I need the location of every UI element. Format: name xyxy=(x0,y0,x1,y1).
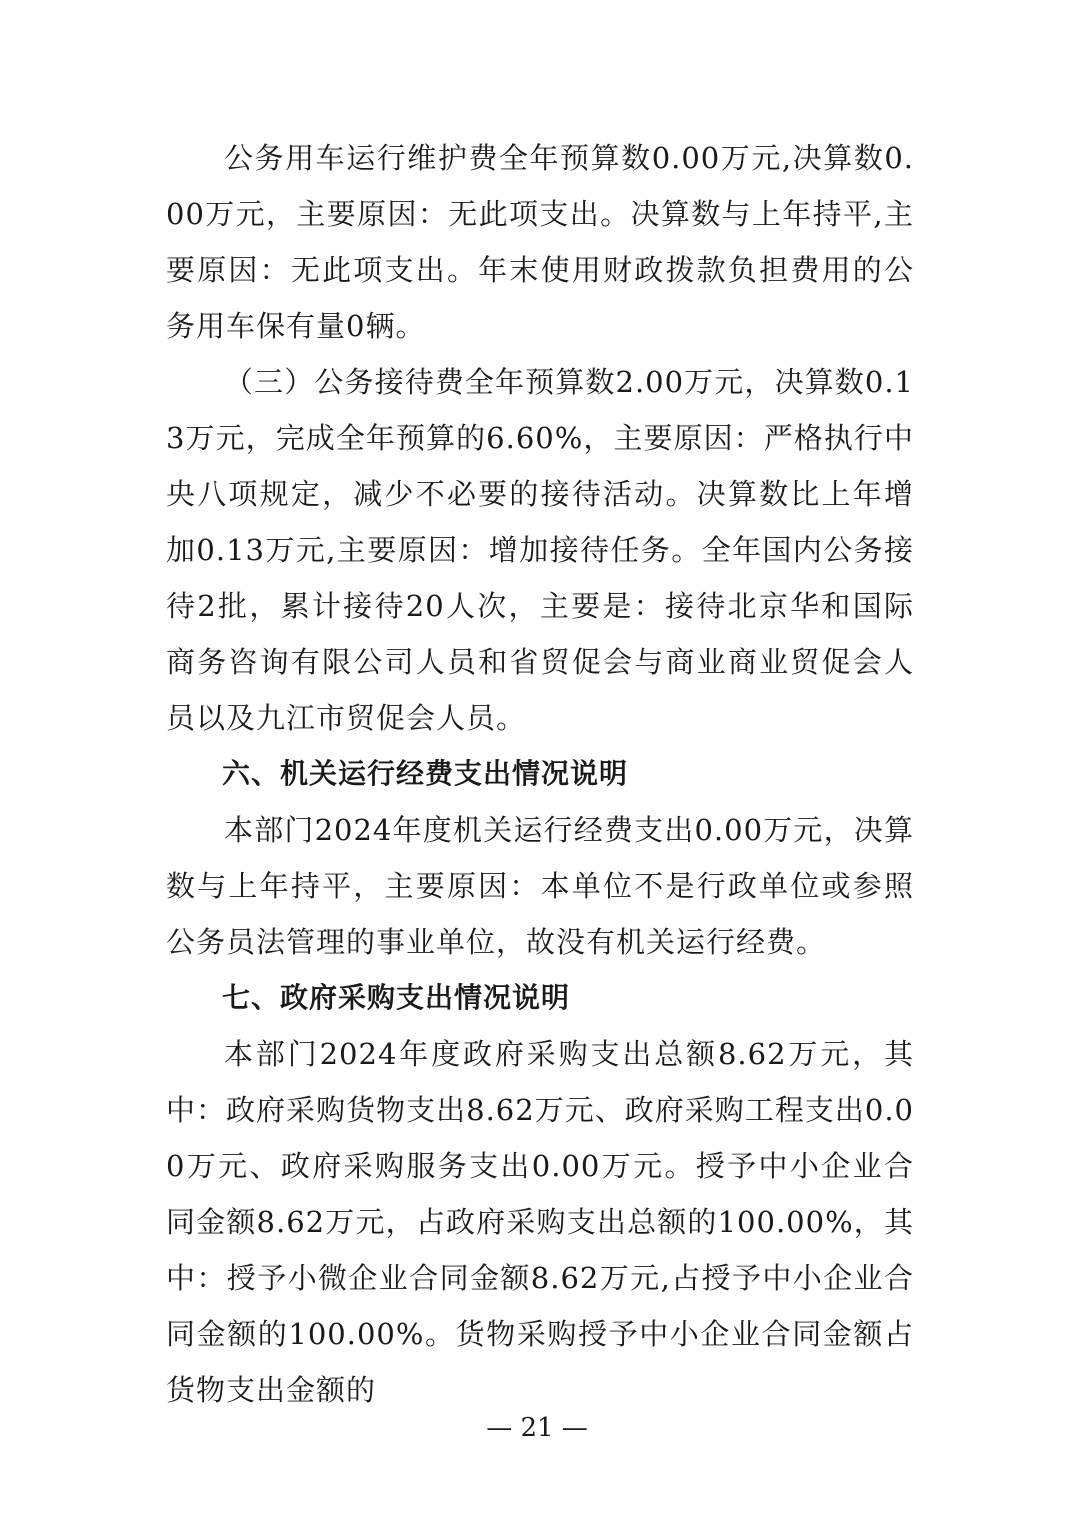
section-heading-procurement: 七、政府采购支出情况说明 xyxy=(222,981,571,1014)
paragraph-operating-expenses: 本部门2024年度机关运行经费支出0.00万元，决算数与上年持平，主要原因：本单位不是行政单位或参照公务员法管理的事业单位，故没有机关运行经费。 xyxy=(166,813,914,959)
paragraph-vehicle-maintenance: 公务用车运行维护费全年预算数0.00万元,决算数0.00万元，主要原因：无此项支出。决算数与上年持平,主要原因：无此项支出。年末使用财政拨款负担费用的公务用车保有量0辆。 xyxy=(166,141,914,343)
paragraph-reception-expenses: （三）公务接待费全年预算数2.00万元，决算数0.13万元，完成全年预算的6.60%，主要原因：严格执行中央八项规定，减少不必要的接待活动。决算数比上年增加0.13万元,主要原因：增加接待任务。全年国内公务接待2批，累计接待20人次，主要是：接待北京华和国际商务咨询有限公司人员和省贸促会与商业商业贸促会人员以及九江市贸促会人员。 xyxy=(166,365,914,735)
paragraph-procurement: 本部门2024年度政府采购支出总额8.62万元，其中：政府采购货物支出8.62万元、政府采购工程支出0.00万元、政府采购服务支出0.00万元。授予中小企业合同金额8.62万元，占政府采购支出总额的100.00%，其中：授予小微企业合同金额8.62万元,占授予中小企业合同金额的100.00%。货物采购授予中小企业合同金额占货物支出金额的 xyxy=(166,1037,914,1407)
page-number: — 21 — xyxy=(486,1413,588,1443)
section-heading-operating-expenses: 六、机关运行经费支出情况说明 xyxy=(222,757,629,790)
